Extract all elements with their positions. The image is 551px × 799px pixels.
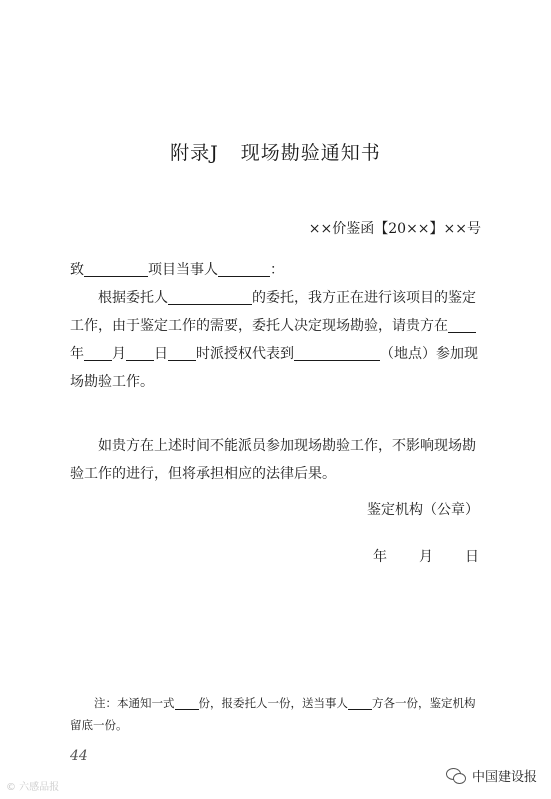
notice-title: 现场勘验通知书	[240, 142, 381, 164]
blank-copies[interactable]	[175, 693, 199, 710]
paragraph-1: 根据委托人 的委托，我方正在进行该项目的鉴定工作，由于鉴定工作的需要，委托人决定现场勘验，请贵方在年 月 日 时派授权代表到 （地点）参加现场勘验工作。	[70, 290, 478, 390]
page-number: 44	[70, 748, 88, 764]
wechat-icon	[446, 768, 466, 784]
blank-hour[interactable]	[168, 344, 196, 361]
blank-location[interactable]	[294, 344, 380, 361]
seal-line: 鉴定机构（公章）	[367, 502, 479, 518]
notice-body	[70, 256, 481, 396]
blank-parties[interactable]	[348, 693, 372, 710]
date-line: 年 月 日	[373, 549, 479, 565]
page-title	[0, 138, 551, 165]
watermark-left: © 六感品报	[6, 782, 60, 793]
blank-client-name[interactable]	[168, 288, 252, 305]
blank-project-name[interactable]	[84, 260, 148, 277]
blank-party-name[interactable]	[218, 260, 270, 277]
blank-year[interactable]	[448, 316, 476, 333]
footnote: 注：本通知一式 份，报委托人一份，送当事人 方各一份，鉴定机构留底一份。	[70, 692, 481, 736]
blank-day[interactable]	[126, 344, 154, 361]
paragraph-2: 如贵方在上述时间不能派员参加现场勘验工作，不影响现场勘验工作的进行，但将承担相应的法律后果。	[70, 438, 476, 482]
blank-month[interactable]	[84, 344, 112, 361]
appendix-label: 附录J	[170, 142, 219, 164]
document-number: ××价鉴函【20××】××号	[308, 221, 481, 237]
salutation-line: 致 项目当事人 ：	[70, 262, 284, 278]
watermark-right: 中国建设报	[446, 766, 537, 785]
